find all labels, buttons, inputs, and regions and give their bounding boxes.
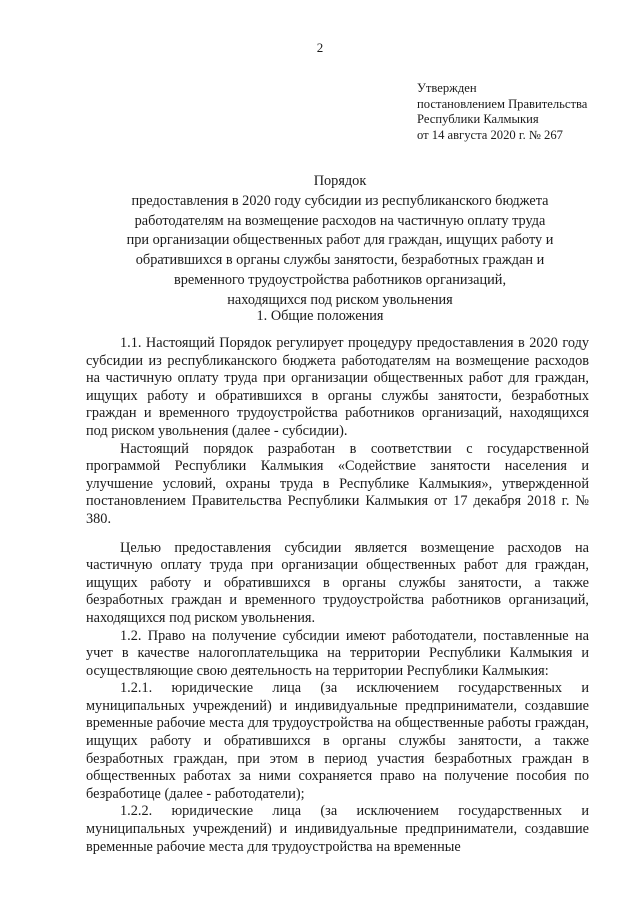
title-line: работодателям на возмещение расходов на частичную оплату труда xyxy=(134,212,546,229)
paragraph: Целью предоставления субсидии является возмещение расходов на частичную оплату труда при организации общественных работ для граждан, ищущих работу и обратившихся в органы службы занятости, а также безработных граждан и временного трудоустройства работников организаций, находящихся под риском увольнения. xyxy=(86,539,589,626)
approval-line: Утвержден xyxy=(417,81,477,95)
approval-line: Республики Калмыкия xyxy=(417,112,539,126)
title-line: Порядок xyxy=(313,173,367,189)
section-heading: 1. Общие положения xyxy=(256,308,384,324)
title-line: находящихся под риском увольнения xyxy=(227,291,453,308)
title-line: при организации общественных работ для граждан, ищущих работу и xyxy=(126,232,554,249)
approval-line: от 14 августа 2020 г. № 267 xyxy=(417,127,563,142)
title-line: предоставления в 2020 году субсидии из республиканского бюджета xyxy=(131,192,549,209)
title-line: временного трудоустройства работников организаций, xyxy=(173,271,507,288)
paragraph: 1.2. Право на получение субсидии имеют работодатели, поставленные на учет в качестве налогоплательщика на территории Республики Калмыкия и осуществляющие свою деятельность на территории Республики Калмыкия: xyxy=(86,627,589,679)
paragraph: 1.1. Настоящий Порядок регулирует процедуру предоставления в 2020 году субсидии из республиканского бюджета работодателям на возмещение расходов на частичную оплату труда при организации общественных работ для граждан, ищущих работу и обратившихся в органы службы занятости, безработных граждан и временного трудоустройства работников организаций, находящихся под риском увольнения (далее - субсидии). xyxy=(86,335,589,439)
paragraph: Настоящий порядок разработан в соответствии с государственной программой Республики Калмыкия «Содействие занятости населения и улучшение условий, охраны труда в Республике Калмыкия», утвержденной постановлением Правительства Республики Калмыкия от 17 декабря 2018 г. № 380. xyxy=(86,440,589,527)
title-line: обратившихся в органы службы занятости, безработных граждан и xyxy=(135,252,545,269)
paragraph: 1.2.1. юридические лица (за исключением государственных и муниципальных учреждений) и индивидуальные предприниматели, создавшие временные рабочие места для трудоустройства на общественные работы граждан, ищущих работу и обратившихся в органы службы занятости, а также безработных граждан, при этом в период участия безработных граждан в общественных работах за ними сохраняется право на получение пособия по безработице (далее - работодатели); xyxy=(86,680,589,802)
approval-line: постановлением Правительства xyxy=(417,96,588,111)
document-title xyxy=(60,172,620,311)
page-number: 2 xyxy=(316,40,324,55)
document-body xyxy=(86,335,589,856)
paragraph: 1.2.2. юридические лица (за исключением государственных и муниципальных учреждений) и индивидуальные предприниматели, создавшие временные рабочие места для трудоустройства на временные xyxy=(86,803,589,855)
approval-block xyxy=(417,81,587,143)
